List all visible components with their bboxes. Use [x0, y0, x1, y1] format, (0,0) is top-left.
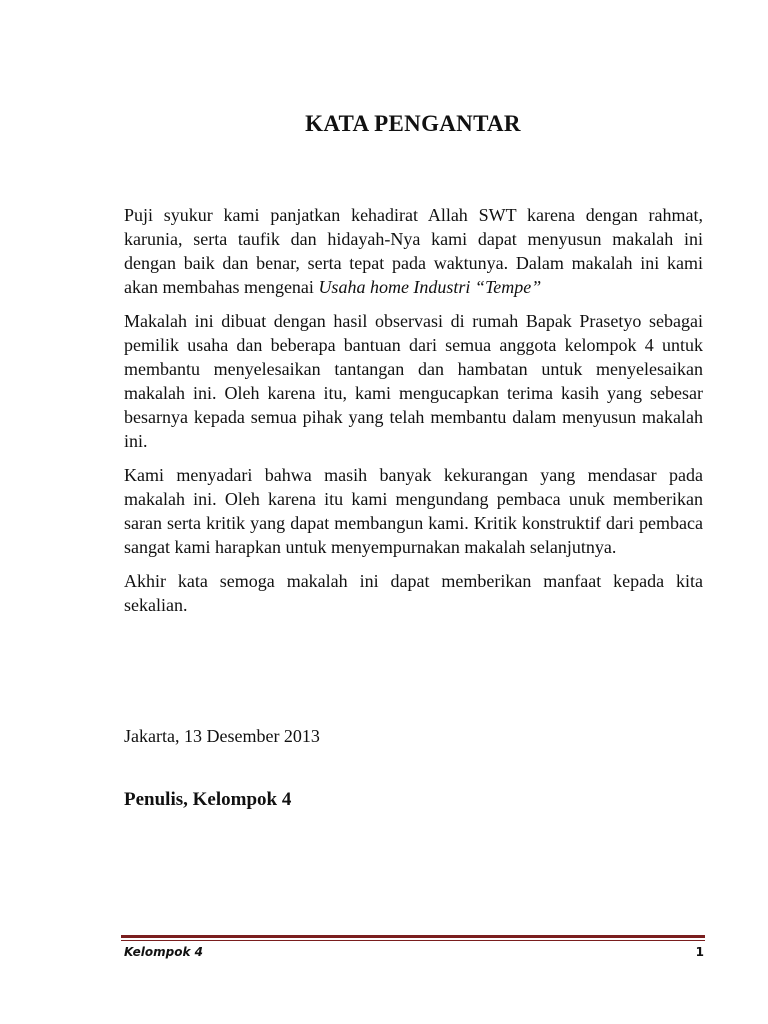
footer-page-number: 1	[695, 945, 704, 959]
page-title: KATA PENGANTAR	[305, 111, 521, 136]
paragraph-4: Akhir kata semoga makalah ini dapat memberikan manfaat kepada kita sekalian.	[124, 571, 703, 615]
footer-rule-thin	[121, 940, 705, 941]
body-text	[124, 203, 703, 627]
city-date: Jakarta, 13 Desember 2013	[124, 726, 320, 746]
paragraph-1	[124, 203, 703, 299]
paragraph-3: Kami menyadari bahwa masih banyak kekurangan yang mendasar pada makalah ini. Oleh karena itu kami mengundang pembaca unuk memberikan saran serta kritik yang dapat membangun kami. Kritik konstruktif dari pembaca sangat kami harapkan untuk menyempurnakan makalah selanjutnya.	[124, 465, 703, 557]
paragraph-2: Makalah ini dibuat dengan hasil observasi di rumah Bapak Prasetyo sebagai pemilik usaha dan beberapa bantuan dari semua anggota kelompok 4 untuk membantu menyelesaikan tantangan dan hambatan untuk menyelesaikan makalah ini. Oleh karena itu, kami mengucapkan terima kasih yang sebesar besarnya kepada semua pihak yang telah membantu dalam menyusun makalah ini.	[124, 311, 703, 451]
author-signature: Penulis, Kelompok 4	[124, 789, 292, 810]
paragraph-1-text: Puji syukur kami panjatkan kehadirat Allah SWT karena dengan rahmat, karunia, serta taufik dan hidayah-Nya kami dapat menyusun makalah ini dengan baik dan benar, serta tepat pada waktunya. Dalam makalah ini kami akan membahas mengenai	[124, 205, 703, 297]
footer-group-name: Kelompok 4	[124, 945, 203, 959]
footer-rule-thick	[121, 935, 705, 938]
paragraph-1-italic-topic: Usaha home Industri “Tempe”	[318, 277, 542, 297]
